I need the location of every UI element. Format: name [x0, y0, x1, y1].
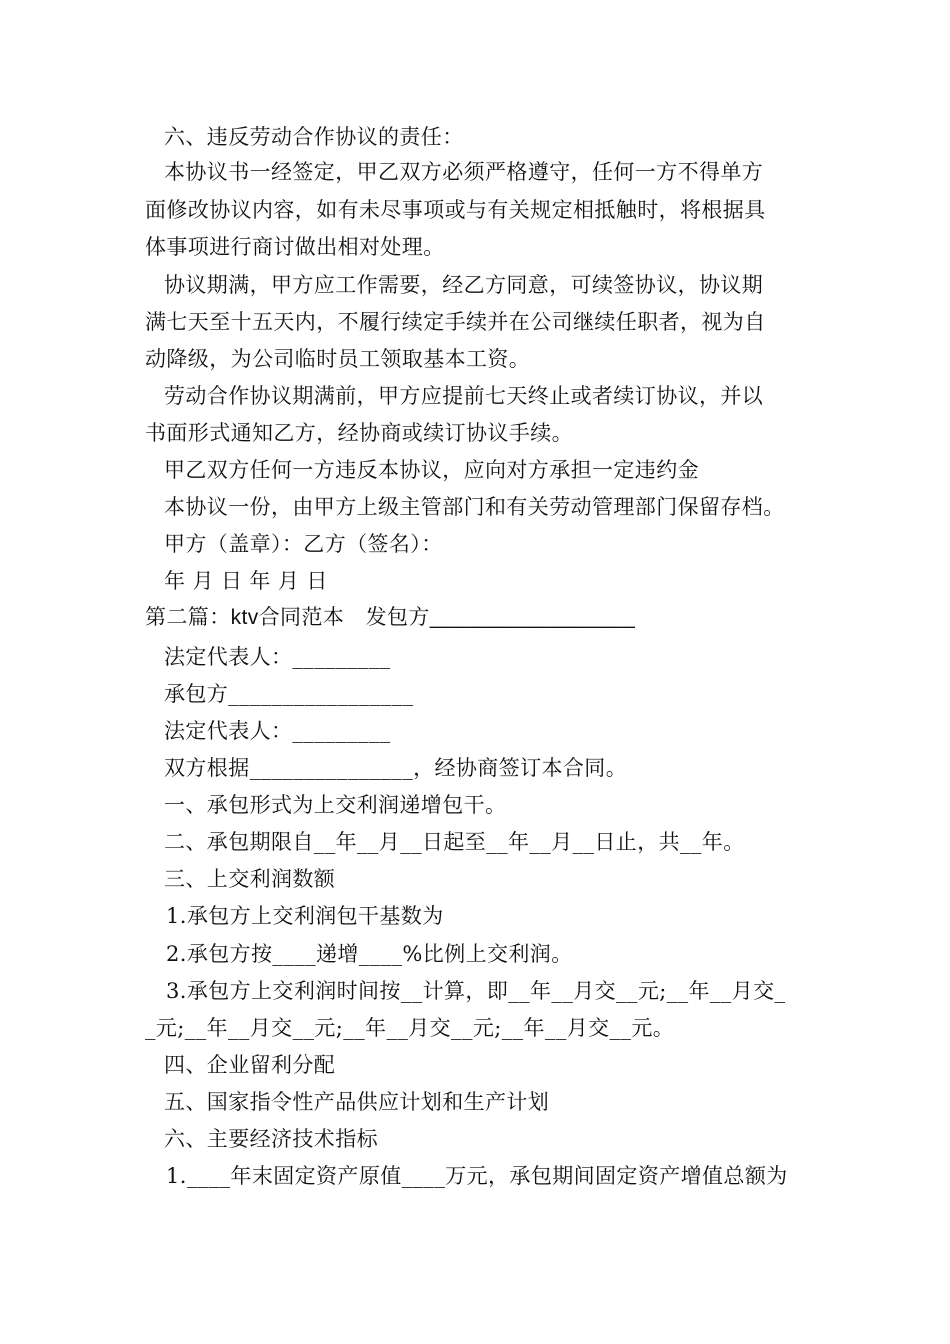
clause-line: 二、承包期限自__年__月__日起至__年__月__日止，共__年。 [164, 830, 745, 854]
clause-line: _元;__年__月交__元;__年__月交__元;__年__月交__元。 [145, 1016, 675, 1040]
paragraph-line: 体事项进行商讨做出相对处理。 [145, 235, 445, 259]
signature-line: 甲方（盖章）：乙方（签名）： [164, 532, 443, 556]
paragraph-line: 劳动合作协议期满前，甲方应提前七天终止或者续订协议，并以 [164, 384, 764, 408]
clause-line: 三、上交利润数额 [164, 867, 336, 891]
section-title-contract: 第二篇：ktv合同范本 发包方_________________ [145, 606, 636, 629]
field-contractor: 承包方_________________ [164, 682, 414, 706]
clause-line: 五、国家指令性产品供应计划和生产计划 [164, 1090, 550, 1114]
heading-breach-liability: 六、违反劳动合作协议的责任： [164, 125, 464, 149]
paragraph-line: 面修改协议内容，如有未尽事项或与有关规定相抵触时，将根据具 [145, 198, 766, 222]
field-legal-representative: 法定代表人：_________ [164, 645, 391, 669]
paragraph-line: 满七天至十五天内，不履行续定手续并在公司继续任职者，视为自 [145, 310, 766, 334]
paragraph-line: 本协议一份，由甲方上级主管部门和有关劳动管理部门保留存档。 [164, 495, 785, 519]
field-legal-representative: 法定代表人：_________ [164, 719, 391, 743]
clause-line: 1.承包方上交利润包干基数为 [166, 904, 444, 928]
paragraph-line: 动降级，为公司临时员工领取基本工资。 [145, 347, 531, 371]
date-line: 年 月 日 年 月 日 [164, 569, 328, 593]
paragraph-line: 双方根据_______________，经协商签订本合同。 [164, 756, 628, 780]
clause-line: 1.____年末固定资产原值____万元，承包期间固定资产增值总额为 [166, 1164, 788, 1188]
paragraph-line: 协议期满，甲方应工作需要，经乙方同意，可续签协议，协议期 [164, 273, 764, 297]
paragraph-line: 本协议书一经签定，甲乙双方必须严格遵守，任何一方不得单方 [164, 160, 764, 184]
clause-line: 2.承包方按____递增____%比例上交利润。 [166, 942, 573, 966]
clause-line: 一、承包形式为上交利润递增包干。 [164, 793, 507, 817]
paragraph-line: 甲乙双方任何一方违反本协议，应向对方承担一定违约金 [164, 458, 699, 482]
clause-line: 四、企业留利分配 [164, 1053, 336, 1077]
paragraph-line: 书面形式通知乙方，经协商或续订协议手续。 [145, 421, 573, 445]
clause-line: 六、主要经济技术指标 [164, 1127, 378, 1151]
clause-line: 3.承包方上交利润时间按__计算，即__年__月交__元;__年__月交_ [166, 979, 786, 1003]
